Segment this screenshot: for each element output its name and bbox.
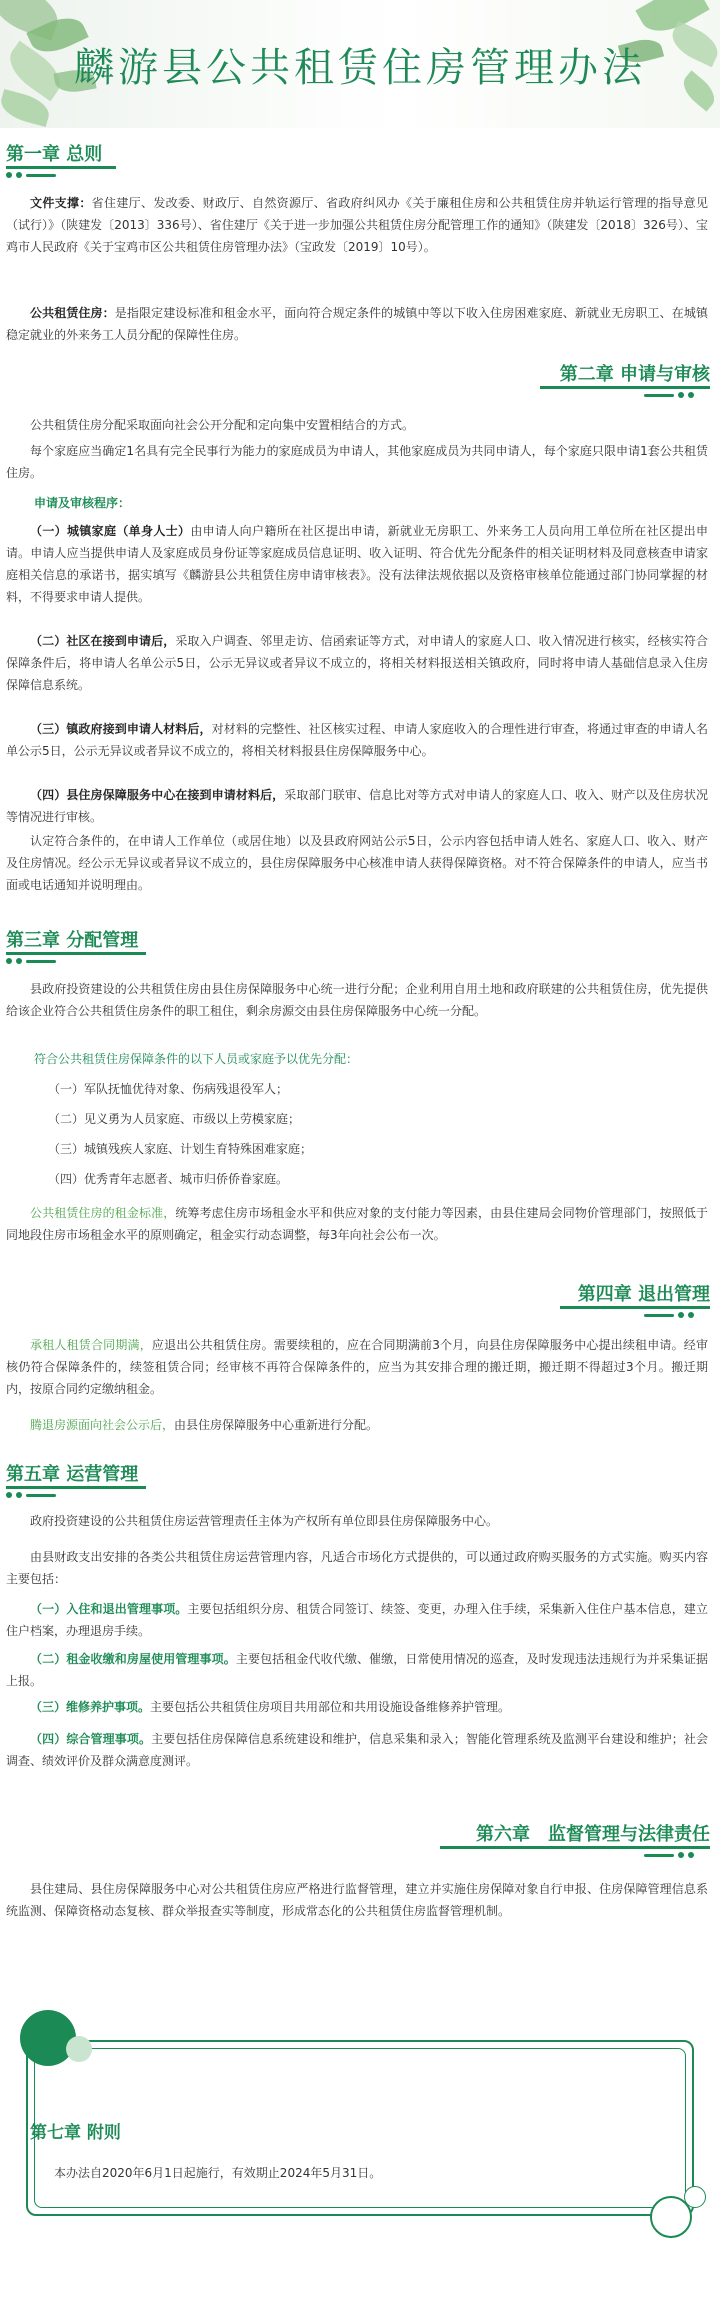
ch2-step-2 [6,630,708,696]
ch7-paragraph-1: 本办法自2020年6月1日起施行，有效期止2024年5月31日。 [54,2166,382,2180]
label: （一）入住和退出管理事项。 [30,1602,188,1616]
priority-item: （一）军队抚恤优待对象、伤病残退役军人； [48,1082,289,1096]
ch5-item-1 [6,1598,708,1642]
chapter-dots [644,1852,694,1858]
chapter-dots [6,958,56,964]
text: 采取部门联审、信息比对等方式对申请人的家庭人口、收入、财产以及住房状况等情况进行审核。 [6,788,708,824]
ch3-rent-paragraph [6,1202,708,1246]
text: 是指限定建设标准和租金水平，面向符合规定条件的城镇中等以下收入住房困难家庭、新就业无房职工、在城镇稳定就业的外来务工人员分配的保障性住房。 [6,306,708,342]
ch5-item-2 [6,1648,708,1692]
ch4-paragraph-2 [6,1414,708,1436]
priority-item: （三）城镇残疾人家庭、计划生育特殊困难家庭； [48,1142,313,1156]
ch6-paragraph-1: 县住建局、县住房保障服务中心对公共租赁住房应严格进行监督管理，建立并实施住房保障对象自行申报、住房保障管理信息系统监测、保障资格动态复核、群众举报查实等制度，形成常态化的公共租赁住房监督管理机制。 [6,1882,708,1918]
label: 腾退房源面向社会公示后， [30,1418,175,1432]
label: （三）镇政府接到申请人材料后， [30,722,212,736]
text: 主要包括租金代收代缴、催缴，日常使用情况的巡查，及时发现违法违规行为并采集证据上报。 [6,1652,708,1688]
label: 承租人租赁合同期满， [30,1338,152,1352]
chapter-underline [540,386,710,389]
chapter-dots [644,392,694,398]
text: 对材料的完整性、社区核实过程、申请人家庭收入的合理性进行审查，将通过审查的申请人名单公示5日，公示无异议或者异议不成立的，将相关材料报县住房保障服务中心。 [6,722,708,758]
label: 公共租赁住房： [30,306,115,320]
ch3-paragraph-1: 县政府投资建设的公共租赁住房由县住房保障服务中心统一进行分配；企业利用自用土地和政府联建的公共租赁住房，优先提供给该企业符合公共租赁住房条件的职工租住，剩余房源交由县住房保障服务中心统一分配。 [6,982,708,1018]
ch4-paragraph-1 [6,1334,708,1400]
circle-decoration [20,2010,76,2066]
ch5-item-3 [6,1696,708,1718]
ch1-paragraph-2 [6,302,708,346]
label: 文件支撑： [30,196,92,210]
page-title: 麟游县公共租赁住房管理办法 [74,45,646,91]
chapter-underline [440,1846,710,1849]
chapter-dots [6,172,56,178]
priority-item: （四）优秀青年志愿者、城市归侨侨眷家庭。 [48,1172,289,1186]
text: 主要包括公共租赁住房项目共用部位和共用设施设备维修养护管理。 [150,1700,511,1714]
chapter-1-title: 第一章 总则 [6,144,103,165]
chapter-underline [6,1486,146,1489]
priority-heading: 符合公共租赁住房保障条件的以下人员或家庭予以优先分配： [34,1052,359,1066]
chapter-5-title: 第五章 运营管理 [6,1464,139,1485]
priority-item: （二）见义勇为人员家庭、市级以上劳模家庭； [48,1112,301,1126]
chapter-3-title: 第三章 分配管理 [6,930,139,951]
chapter-2-title: 第二章 申请与审核 [559,364,710,385]
label: （二）租金收缴和房屋使用管理事项。 [30,1652,236,1666]
chapter-dots [644,1312,694,1318]
chapter-4-title: 第四章 退出管理 [577,1284,710,1305]
ch2-step-4 [6,784,708,828]
ch5-paragraph-1: 政府投资建设的公共租赁住房运营管理责任主体为产权所有单位即县住房保障服务中心。 [30,1514,499,1528]
text: 主要包括组织分房、租赁合同签订、续签、变更，办理入住手续，采集新入住住户基本信息，建立住户档案，办理退房手续。 [6,1602,708,1638]
procedure-heading: 申请及审核程序： [34,496,131,510]
text: 主要包括住房保障信息系统建设和维护，信息采集和录入；智能化管理系统及监测平台建设和维护；社会调查、绩效评价及群众满意度测评。 [6,1732,708,1768]
chapter-underline [6,166,116,169]
chapter-underline [6,952,146,955]
label: （四）县住房保障服务中心在接到申请材料后， [30,788,285,802]
ch2-step-3 [6,718,708,762]
closing-frame-inner [34,2048,686,2208]
header-banner [0,0,720,128]
text: 统筹考虑住房市场租金水平和供应对象的支付能力等因素，由县住建局会同物价管理部门，按照低于同地段住房市场租金水平的原则确定，租金实行动态调整，每3年向社会公布一次。 [6,1206,708,1242]
ch1-paragraph-1 [6,192,708,258]
ch2-paragraph-2: 每个家庭应当确定1名具有完全民事行为能力的家庭成员为申请人，其他家庭成员为共同申请人，每个家庭只限申请1套公共租赁住房。 [6,444,708,480]
text: 由县住房保障服务中心重新进行分配。 [174,1418,379,1432]
label: （二）社区在接到申请后， [30,634,176,648]
label: （三）维修养护事项。 [30,1700,151,1714]
chapter-6-title: 第六章 监督管理与法律责任 [476,1824,710,1845]
text: 由申请人向户籍所在社区提出申请，新就业无房职工、外来务工人员向用工单位所在社区提出申请。申请人应当提供申请人及家庭成员身份证等家庭成员信息证明、收入证明、符合优先分配条件的相关证明材料及同意核查申请家庭相关信息的承诺书，据实填写《麟游县公共租赁住房申请审核表》。没有法律法规依据以及资格审核单位能通过部门协同掌握的材料，不得要求申请人提供。 [6,524,708,604]
text: 省住建厅、发改委、财政厅、自然资源厅、省政府纠风办《关于廉租住房和公共租赁住房并轨运行管理的指导意见（试行）》（陕建发〔2013〕336号）、省住建厅《关于进一步加强公共租赁住房分配管理工作的通知》（陕建发〔2018〕326号）、宝鸡市人民政府《关于宝鸡市区公共租赁住房管理办法》（宝政发〔2019〕10号）。 [6,196,708,254]
ch5-item-4 [6,1728,708,1772]
ch2-step-1 [6,520,708,608]
circle-decoration [684,2186,706,2208]
ch2-paragraph-1: 公共租赁住房分配采取面向社会公开分配和定向集中安置相结合的方式。 [30,418,415,432]
text: 采取入户调查、邻里走访、信函索证等方式，对申请人的家庭人口、收入情况进行核实，经核实符合保障条件后，将申请人名单公示5日，公示无异议或者异议不成立的，将相关材料报送相关镇政府，同时将申请人基础信息录入住房保障信息系统。 [6,634,708,692]
chapter-7-title: 第七章 附则 [30,2123,121,2143]
label: 公共租赁住房的租金标准， [30,1206,176,1220]
ch2-paragraph-3: 认定符合条件的，在申请人工作单位（或居住地）以及县政府网站公示5日，公示内容包括申请人姓名、家庭人口、收入、财产及住房情况。经公示无异议或者异议不成立的，县住房保障服务中心核准申请人获得保障资格。对不符合保障条件的申请人，应当书面或电话通知并说明理由。 [6,834,708,892]
text: 应退出公共租赁住房。需要续租的，应在合同期满前3个月，向县住房保障服务中心提出续租申请。经审核仍符合保障条件的，续签租赁合同；经审核不再符合保障条件的，应当为其安排合理的搬迁期，搬迁期不得超过3个月。搬迁期内，按原合同约定缴纳租金。 [6,1338,708,1396]
chapter-dots [6,1492,56,1498]
label: （四）综合管理事项。 [30,1732,152,1746]
chapter-underline [560,1306,710,1309]
ch5-paragraph-2: 由县财政支出安排的各类公共租赁住房运营管理内容，凡适合市场化方式提供的，可以通过政府购买服务的方式实施。购买内容主要包括： [6,1550,708,1586]
label: （一）城镇家庭（单身人士） [30,524,191,538]
circle-decoration [66,2036,92,2062]
